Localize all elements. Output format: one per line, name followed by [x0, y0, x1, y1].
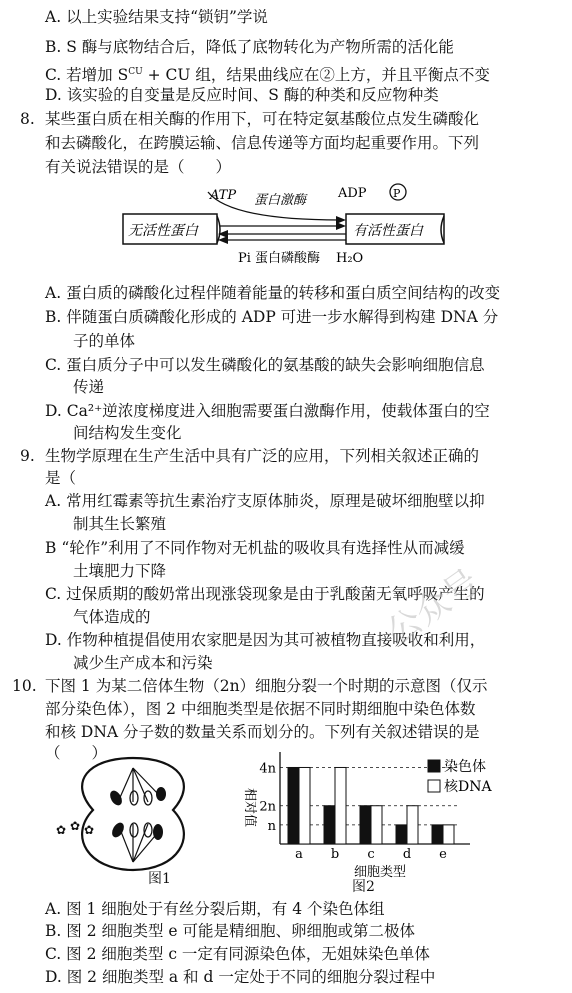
q9-option-d-cont: 减少生产成本和污染	[73, 654, 213, 672]
bar-b-dna	[335, 767, 346, 844]
figure2-chart	[232, 748, 532, 888]
q8-stem-line1: 某些蛋白质在相关酶的作用下，可在特定氨基酸位点发生磷酸化	[45, 110, 480, 128]
q8-stem-line2: 和去磷酸化，在跨膜运输、信息传递等方面均起重要作用。下列	[45, 134, 480, 152]
q10-option-b: B. 图 2 细胞类型 e 可能是精细胞、卵细胞或第二极体	[45, 922, 416, 940]
q9-option-c: C. 过保质期的酸奶常出现涨袋现象是由于乳酸菌无氧呼吸产生的	[45, 585, 485, 603]
phosphorylation-diagram	[120, 182, 460, 274]
adp-label: ADP	[338, 186, 367, 201]
inactive-protein-label: 无活性蛋白	[128, 223, 198, 239]
figure1-cell	[48, 752, 218, 884]
watermark: 公众号	[379, 561, 487, 654]
bar-d-dna	[407, 806, 418, 844]
x-tick-label: e	[439, 847, 447, 862]
bar-c-dna	[371, 806, 382, 844]
bar-c-chromosome	[360, 806, 371, 844]
bar-a-chromosome	[288, 767, 299, 844]
water-label: H₂O	[336, 251, 364, 266]
q8-option-d-cont: 间结构发生变化	[73, 424, 182, 442]
q7-option-a: A. 以上实验结果支持“锁钥”学说	[45, 8, 268, 26]
phosphate-label: P	[393, 187, 401, 200]
q9-number: 9.	[20, 447, 35, 465]
q8-stem-line3: 有关说法错误的是（ ）	[45, 158, 232, 176]
figure2-caption: 图2	[352, 879, 375, 895]
x-tick-label: a	[295, 847, 303, 862]
svg-text:✿: ✿	[70, 819, 81, 833]
q10-stem-line1: 下图 1 为某二倍体生物（2n）细胞分裂一个时期的示意图（仅示	[45, 677, 488, 695]
legend-label: 染色体	[444, 759, 486, 775]
q9-option-b-cont: 土壤肥力下降	[73, 562, 167, 580]
q10-stem-line3: 和核 DNA 分子数的数量关系而划分的。下列有关叙述错误的是	[45, 723, 480, 741]
legend-label: 核DNA	[444, 779, 492, 795]
x-tick-label: d	[402, 847, 412, 862]
q7-option-d: D. 该实验的自变量是反应时间、S 酶的种类和反应物种类	[45, 86, 439, 104]
legend-swatch-dna	[428, 780, 440, 792]
legend-swatch-chromosome	[428, 760, 440, 772]
q9-option-c-cont: 气体造成的	[73, 608, 151, 626]
q8-option-c-cont: 传递	[73, 378, 105, 396]
y-tick-label: 4n	[259, 761, 276, 777]
q10-option-a: A. 图 1 细胞处于有丝分裂后期，有 4 个染色体组	[45, 900, 385, 918]
q10-stem-line4: （ ）	[45, 744, 108, 762]
q9-option-d: D. 作物种植提倡使用农家肥是因为其可被植物直接吸收和利用，	[45, 631, 486, 649]
q10-stem-line2: 部分染色体），图 2 中细胞类型是依据不同时期细胞中染色体数	[45, 700, 476, 718]
q8-option-d: D. Ca²⁺逆浓度梯度进入细胞需要蛋白激酶作用，使载体蛋白的空	[45, 402, 490, 420]
q8-option-b-cont: 子的单体	[73, 332, 136, 350]
svg-text:✿: ✿	[56, 823, 67, 837]
y-tick-label: n	[267, 818, 276, 834]
kinase-label: 蛋白激酶	[254, 193, 307, 208]
bar-e-dna	[443, 825, 454, 844]
q7-option-c: C. 若增加 $S^{CU}$ + CU 组，结果曲线应在②上方，并且平衡点不变	[45, 66, 490, 85]
q9-stem-line1: 生物学原理在生产生活中具有广泛的应用，下列相关叙述正确的	[45, 447, 480, 465]
bar-e-chromosome	[432, 825, 443, 844]
bar-b-chromosome	[324, 806, 335, 844]
atp-label: ATP	[210, 188, 237, 203]
q9-stem-line2: 是（	[45, 469, 77, 487]
q10-option-d: D. 图 2 细胞类型 a 和 d 一定处于不同的细胞分裂过程中	[45, 968, 436, 986]
bar-d-chromosome	[396, 825, 407, 844]
q7-option-b: B. S 酶与底物结合后，降低了底物转化为产物所需的活化能	[45, 38, 454, 56]
y-axis-label: 相对值	[242, 788, 257, 828]
q8-number: 8.	[20, 110, 35, 128]
q10-option-c: C. 图 2 细胞类型 c 一定有同源染色体，无姐妹染色单体	[45, 945, 430, 963]
svg-text:✿: ✿	[84, 823, 95, 837]
active-protein-label: 有活性蛋白	[353, 223, 423, 239]
bar-a-dna	[299, 767, 310, 844]
x-tick-label: b	[330, 847, 340, 862]
q8-option-a: A. 蛋白质的磷酸化过程伴随着能量的转移和蛋白质空间结构的改变	[45, 284, 501, 302]
q9-option-a: A. 常用红霉素等抗生素治疗支原体肺炎，原理是破坏细胞壁以抑	[45, 492, 485, 510]
x-axis-label: 细胞类型	[353, 865, 407, 880]
q9-option-b: B “轮作”利用了不同作物对无机盐的吸收具有选择性从而减缓	[45, 539, 465, 557]
y-tick-label: 2n	[259, 799, 276, 815]
q8-option-b: B. 伴随蛋白质磷酸化形成的 ADP 可进一步水解得到构建 DNA 分	[45, 308, 499, 326]
q8-option-c: C. 蛋白质分子中可以发生磷酸化的氨基酸的缺失会影响细胞信息	[45, 356, 485, 374]
phosphatase-label: Pi 蛋白磷酸酶	[238, 251, 321, 266]
q9-option-a-cont: 制其生长繁殖	[73, 515, 167, 533]
figure1-caption: 图1	[148, 871, 171, 887]
x-tick-label: c	[367, 847, 375, 862]
q10-number: 10.	[12, 677, 37, 695]
